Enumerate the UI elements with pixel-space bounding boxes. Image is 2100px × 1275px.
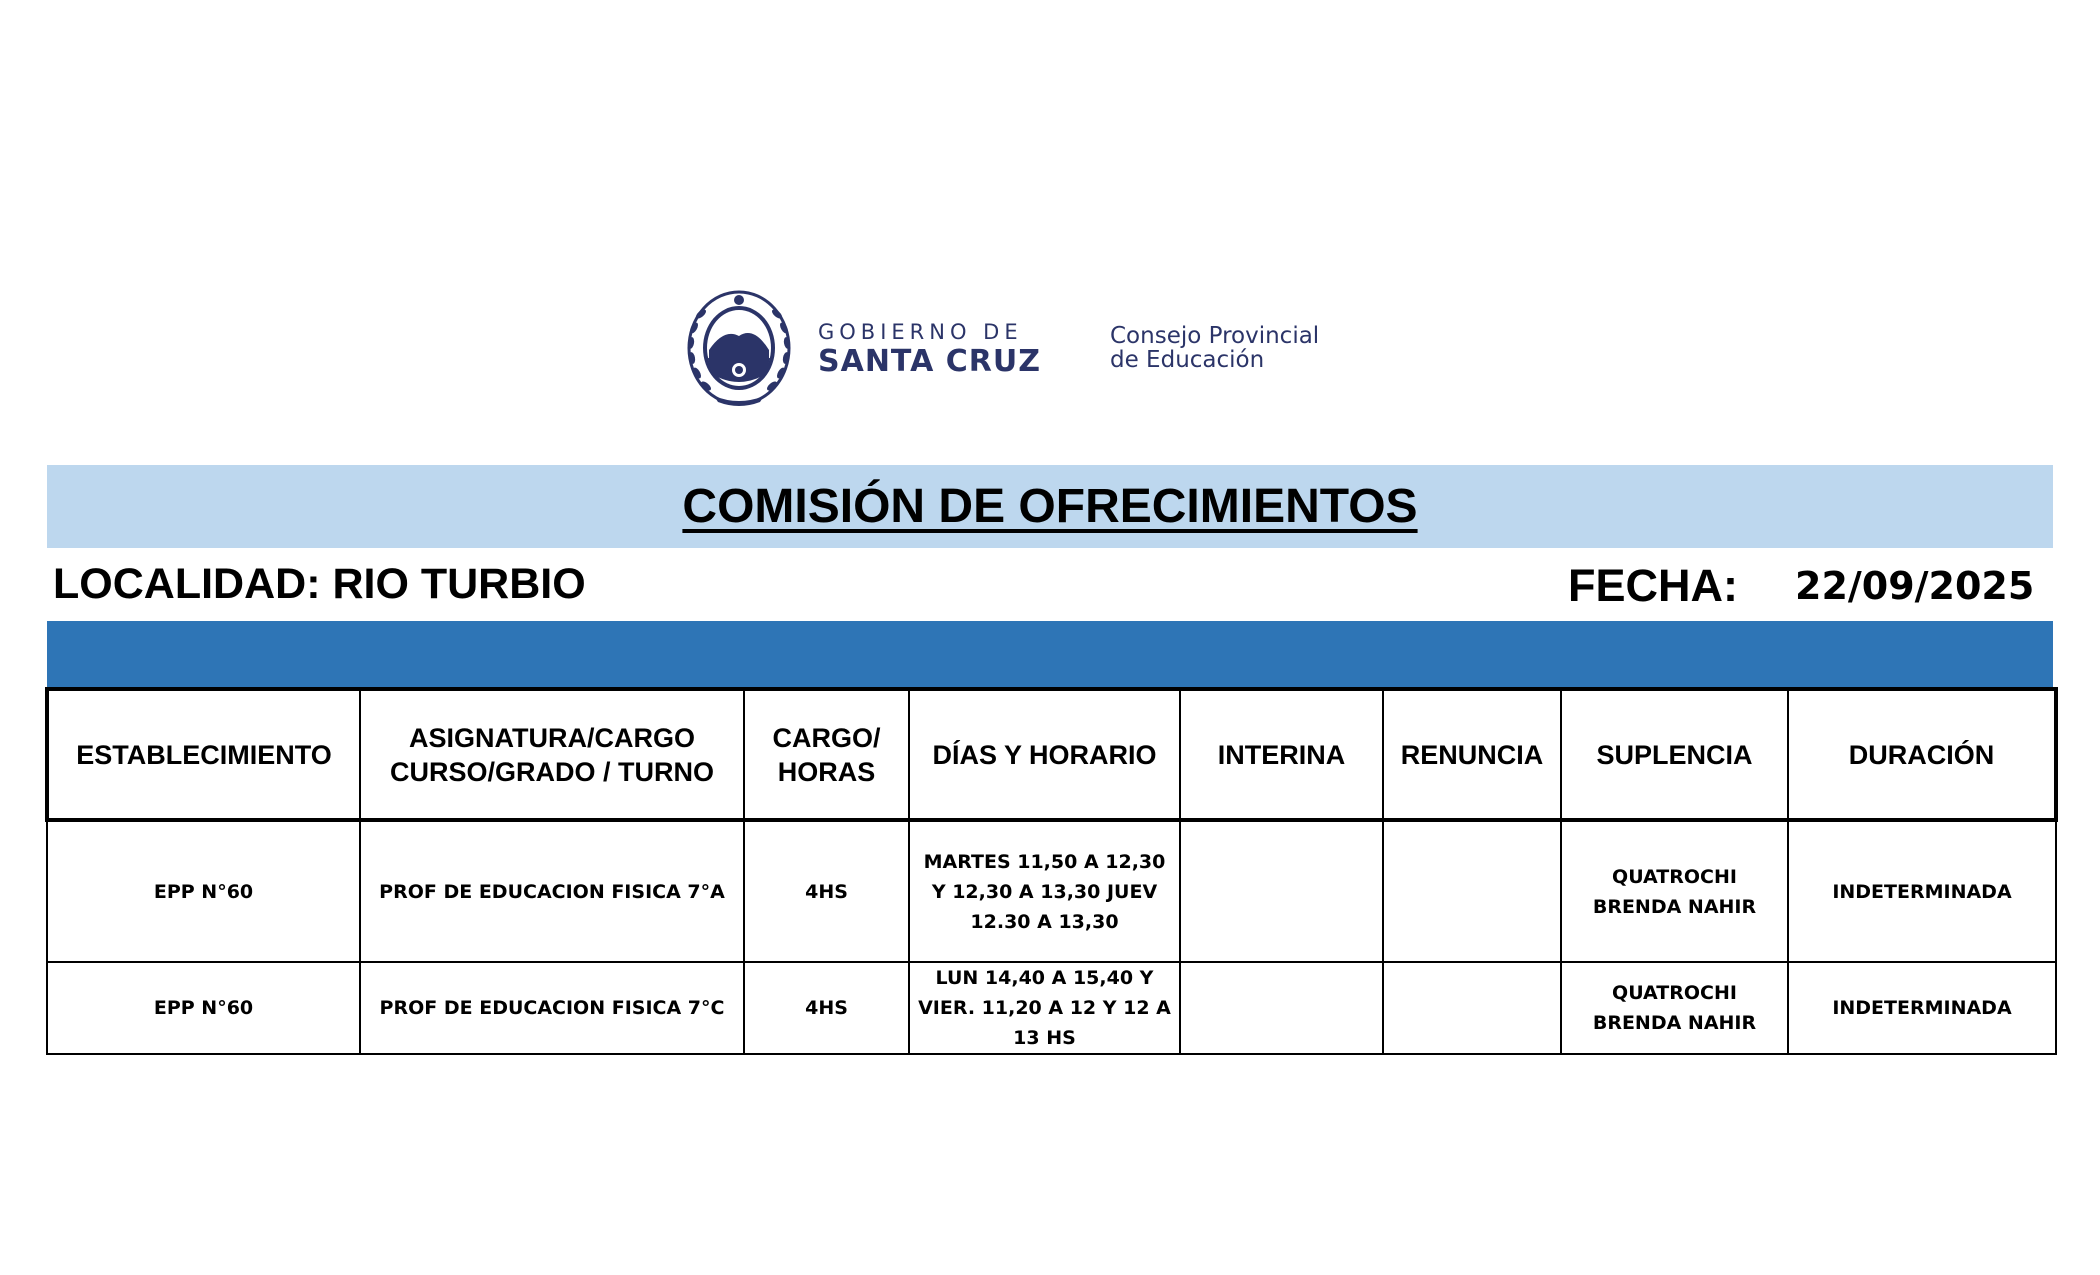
government-wordmark (818, 322, 1041, 377)
table-header-row (47, 689, 2056, 820)
council-line2: de Educación (1110, 347, 1265, 373)
government-logo (684, 288, 1364, 412)
column-header: ESTABLECIMIENTO (47, 689, 360, 820)
cell-suplencia: QUATROCHI BRENDA NAHIR (1561, 820, 1788, 962)
cell-interina (1180, 962, 1383, 1054)
column-header: CARGO/ HORAS (744, 689, 909, 820)
localidad-label: LOCALIDAD: RIO TURBIO (53, 560, 586, 608)
title-band (47, 465, 2053, 548)
cell-dias-horario: MARTES 11,50 A 12,30 Y 12,30 A 13,30 JUEV 12.30 A 13,30 (909, 820, 1180, 962)
gov-line2: SANTA CRUZ (818, 344, 1041, 379)
cell-duracion: INDETERMINADA (1788, 820, 2056, 962)
cell-renuncia (1383, 820, 1561, 962)
council-line1: Consejo Provincial (1110, 323, 1320, 349)
province-seal-icon (684, 288, 794, 412)
blue-band (47, 621, 2053, 687)
offers-table (45, 687, 2058, 1055)
cell-suplencia: QUATROCHI BRENDA NAHIR (1561, 962, 1788, 1054)
cell-asignatura: PROF DE EDUCACION FISICA 7°C (360, 962, 744, 1054)
table-row (47, 820, 2056, 962)
table-row (47, 962, 2056, 1054)
fecha-label: FECHA: (1568, 560, 1738, 611)
fecha-value: 22/09/2025 (1795, 564, 2035, 608)
column-header: INTERINA (1180, 689, 1383, 820)
cell-establecimiento: EPP N°60 (47, 820, 360, 962)
cell-asignatura: PROF DE EDUCACION FISICA 7°A (360, 820, 744, 962)
cell-renuncia (1383, 962, 1561, 1054)
cell-cargo-horas: 4HS (744, 962, 909, 1054)
column-header: SUPLENCIA (1561, 689, 1788, 820)
cell-interina (1180, 820, 1383, 962)
cell-establecimiento: EPP N°60 (47, 962, 360, 1054)
column-header: RENUNCIA (1383, 689, 1561, 820)
page-title: COMISIÓN DE OFRECIMIENTOS (682, 480, 1418, 533)
column-header: ASIGNATURA/CARGO CURSO/GRADO / TURNO (360, 689, 744, 820)
council-wordmark (1110, 324, 1319, 372)
column-header: DÍAS Y HORARIO (909, 689, 1180, 820)
cell-duracion: INDETERMINADA (1788, 962, 2056, 1054)
cell-cargo-horas: 4HS (744, 820, 909, 962)
gov-line1: GOBIERNO DE (818, 320, 1023, 344)
cell-dias-horario: LUN 14,40 A 15,40 Y VIER. 11,20 A 12 Y 12 A 13 HS (909, 962, 1180, 1054)
column-header: DURACIÓN (1788, 689, 2056, 820)
